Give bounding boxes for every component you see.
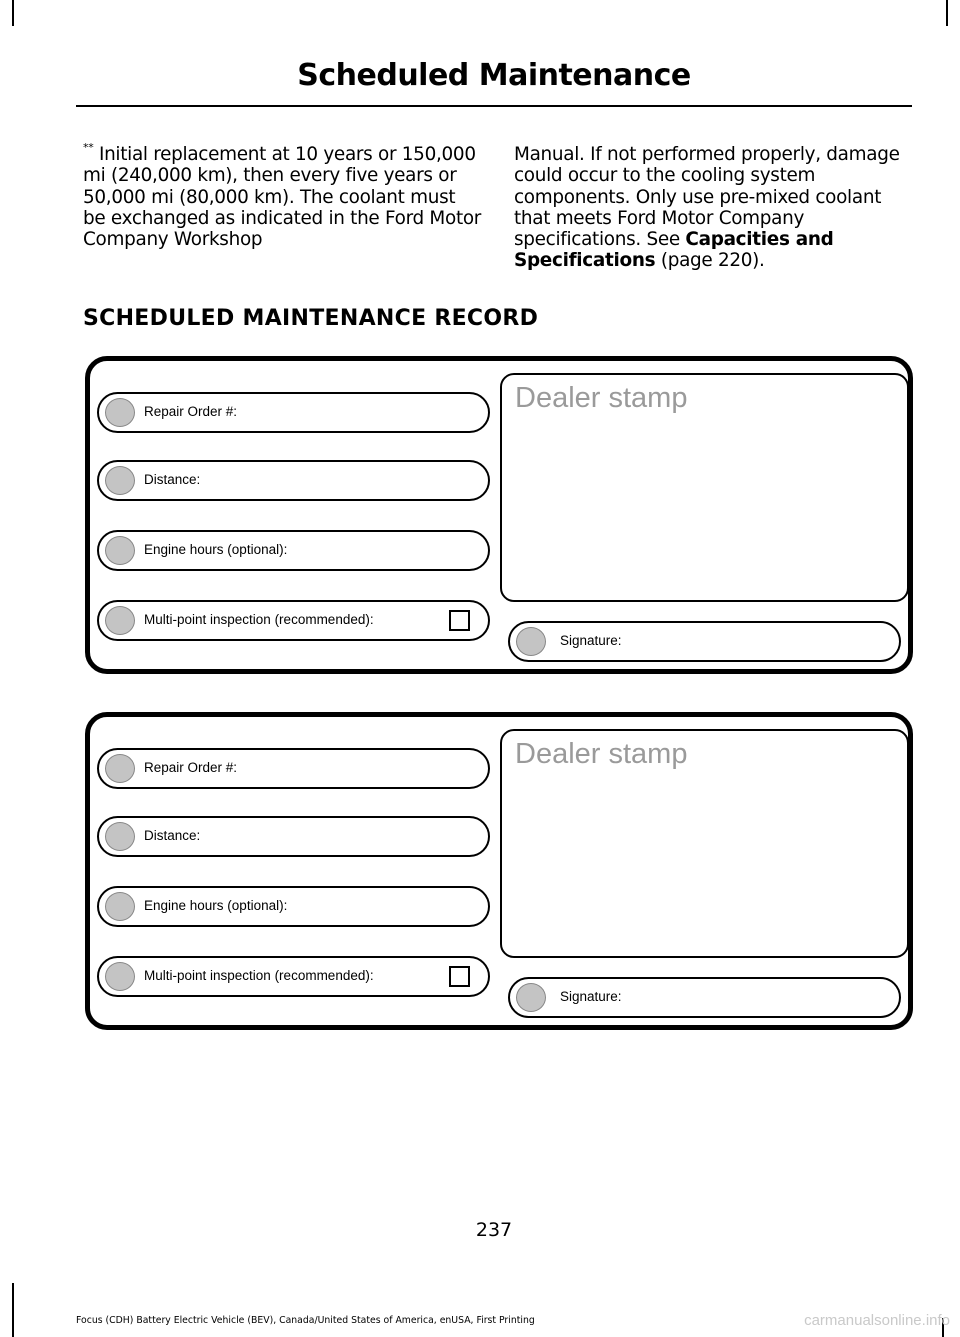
- dealer-stamp-label: Dealer stamp: [515, 382, 688, 414]
- field-bullet-icon: [105, 398, 135, 427]
- inspection-label: Multi-point inspection (recommended):: [144, 612, 374, 627]
- repair-order-label: Repair Order #:: [144, 760, 238, 775]
- distance-label: Distance:: [144, 472, 201, 487]
- engine-hours-label: Engine hours (optional):: [144, 898, 288, 913]
- body-left-column: [83, 140, 483, 251]
- dealer-stamp-box[interactable]: [500, 373, 909, 602]
- distance-label: Distance:: [144, 828, 201, 843]
- field-bullet-icon: [105, 606, 135, 635]
- section-title: SCHEDULED MAINTENANCE RECORD: [83, 306, 539, 331]
- field-bullet-icon: [516, 627, 546, 656]
- engine-hours-field[interactable]: [97, 530, 490, 571]
- maintenance-record-card: [85, 356, 913, 674]
- dealer-stamp-label: Dealer stamp: [515, 738, 688, 770]
- distance-field[interactable]: [97, 816, 490, 857]
- crop-mark: [12, 1283, 14, 1337]
- crop-mark: [12, 0, 14, 26]
- body-right-text-end: (page 220).: [655, 250, 765, 272]
- inspection-field[interactable]: [97, 600, 490, 641]
- engine-hours-field[interactable]: [97, 886, 490, 927]
- maintenance-record-card: [85, 712, 913, 1030]
- signature-field[interactable]: [508, 977, 901, 1018]
- field-bullet-icon: [105, 754, 135, 783]
- body-left-text: Initial replacement at 10 years or 150,000 mi (240,000 km), then every five years or 50,000 mi (80,000 km). The coolant must be exchanged as indicated in the Ford Motor Company Workshop: [83, 144, 482, 251]
- repair-order-label: Repair Order #:: [144, 404, 238, 419]
- signature-field[interactable]: [508, 621, 901, 662]
- header-divider: [76, 105, 912, 107]
- inspection-field[interactable]: [97, 956, 490, 997]
- dealer-stamp-box[interactable]: [500, 729, 909, 958]
- inspection-checkbox[interactable]: [449, 610, 470, 631]
- page-header-title: Scheduled Maintenance: [297, 58, 691, 93]
- watermark: carmanualsonline.info: [804, 1312, 950, 1329]
- body-right-column: [514, 144, 912, 272]
- inspection-label: Multi-point inspection (recommended):: [144, 968, 374, 983]
- distance-field[interactable]: [97, 460, 490, 501]
- signature-label: Signature:: [560, 989, 622, 1004]
- field-bullet-icon: [516, 983, 546, 1012]
- repair-order-field[interactable]: [97, 748, 490, 789]
- field-bullet-icon: [105, 962, 135, 991]
- signature-label: Signature:: [560, 633, 622, 648]
- capacities-link[interactable]: Capacities and Specifications: [514, 229, 834, 272]
- engine-hours-label: Engine hours (optional):: [144, 542, 288, 557]
- field-bullet-icon: [105, 892, 135, 921]
- field-bullet-icon: [105, 466, 135, 495]
- body-right-text: Manual. If not performed properly, damage could occur to the cooling system components. Only use pre-mixed coolant that meets Ford Motor Company specifications. See: [514, 144, 900, 251]
- field-bullet-icon: [105, 822, 135, 851]
- repair-order-field[interactable]: [97, 392, 490, 433]
- footnote-marker: **: [83, 140, 94, 154]
- page-footer: Focus (CDH) Battery Electric Vehicle (BEV), Canada/United States of America, enUSA, First Printing: [76, 1315, 535, 1326]
- field-bullet-icon: [105, 536, 135, 565]
- inspection-checkbox[interactable]: [449, 966, 470, 987]
- crop-mark: [946, 0, 948, 26]
- page-number: 237: [475, 1219, 513, 1241]
